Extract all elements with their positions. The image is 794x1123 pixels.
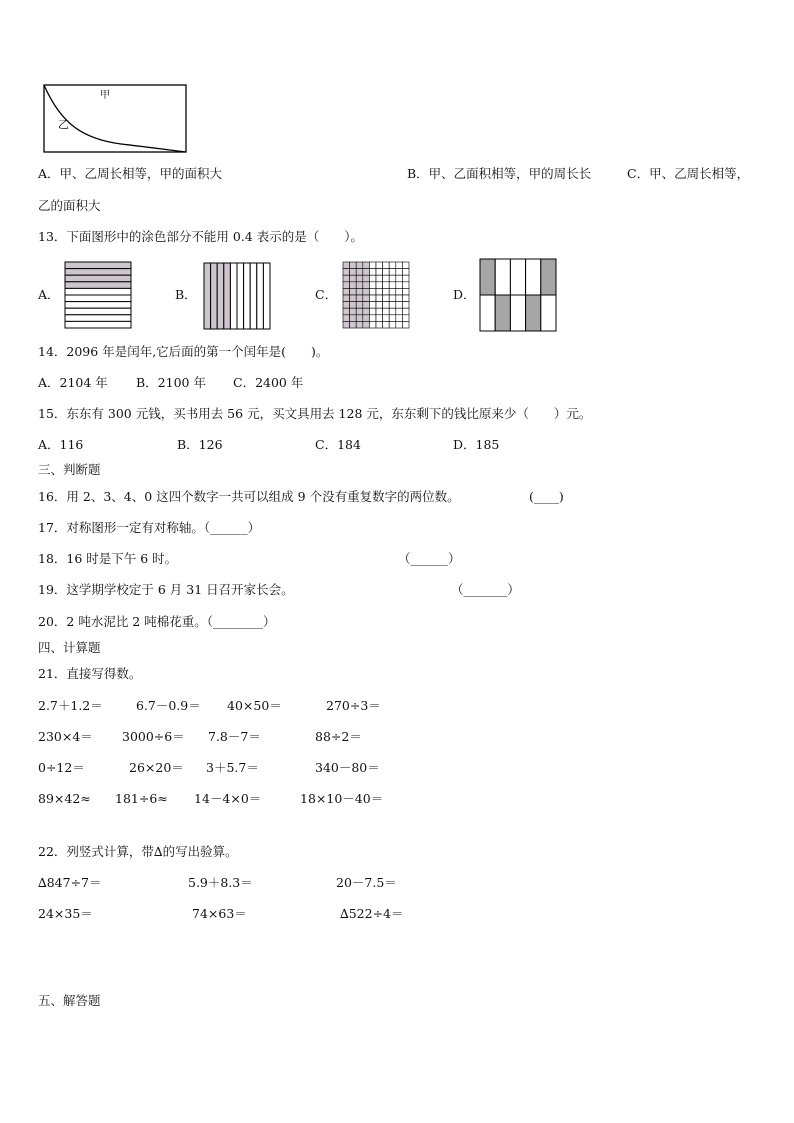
figure-b-strip: [204, 263, 211, 329]
figure-c-cell: [356, 275, 363, 282]
figure-c-cell: [376, 302, 383, 309]
figure-c-cell: [383, 308, 390, 315]
figure-a-strip: [65, 308, 131, 315]
q22-item: 74×63＝: [192, 906, 247, 921]
figure-c-cell: [369, 269, 376, 276]
figure-c-cell: [396, 295, 403, 302]
figure-c-cell: [363, 308, 370, 315]
figure-c-cell: [369, 302, 376, 309]
figure-b-strip: [263, 263, 270, 329]
q22-item: ∆522÷4＝: [340, 906, 404, 921]
figure-d-cell: [495, 295, 510, 331]
q19-stem: 19．这学期学校定于 6 月 31 日召开家长会。: [38, 582, 294, 597]
figure-c-cell: [356, 295, 363, 302]
figure-c-cell: [356, 288, 363, 295]
figure-c-cell: [383, 315, 390, 322]
figure-d-cell: [510, 295, 525, 331]
q15-stem: 15．东东有 300 元钱，买书用去 56 元，买文具用去 128 元，东东剩下的钱比原来少（ ）元。: [38, 406, 592, 421]
figure-c-cell: [363, 321, 370, 328]
figure-c-cell: [389, 275, 396, 282]
figure-a-strip: [65, 315, 131, 322]
figure-c-cell: [376, 269, 383, 276]
figure-d-cell: [541, 259, 556, 295]
figure-c-cell: [402, 275, 409, 282]
figure-c-cell: [343, 308, 350, 315]
figure-c-cell: [376, 275, 383, 282]
figure-c-cell: [356, 282, 363, 289]
figure-c-cell: [389, 269, 396, 276]
q13-figure-d: [479, 258, 559, 332]
figure-c-cell: [350, 269, 357, 276]
figure-c-cell: [376, 315, 383, 322]
figure-c-cell: [389, 295, 396, 302]
figure-c-cell: [389, 308, 396, 315]
q12-label-jia: 甲: [100, 90, 110, 101]
figure-c-cell: [356, 321, 363, 328]
figure-c-cell: [396, 262, 403, 269]
figure-c-cell: [363, 269, 370, 276]
figure-c-cell: [402, 321, 409, 328]
q15-option-c: C．184: [315, 437, 361, 452]
figure-c-cell: [343, 302, 350, 309]
figure-c-cell: [343, 295, 350, 302]
figure-c-cell: [402, 308, 409, 315]
figure-b-strip: [244, 263, 251, 329]
q21-item: 18×10－40＝: [300, 791, 384, 806]
figure-d-cell: [526, 259, 541, 295]
figure-c-cell: [343, 275, 350, 282]
figure-c-cell: [389, 288, 396, 295]
figure-c-cell: [376, 288, 383, 295]
q22-item: ∆847÷7＝: [38, 875, 102, 890]
section-5-title: 五、解答题: [38, 993, 101, 1008]
figure-c-cell: [369, 275, 376, 282]
figure-c-cell: [383, 302, 390, 309]
figure-c-cell: [350, 308, 357, 315]
q21-item: 181÷6≈: [115, 791, 168, 806]
q13-label-a: A．: [38, 287, 60, 302]
figure-a-strip: [65, 321, 131, 328]
figure-c-cell: [343, 282, 350, 289]
q14-option-b: B．2100 年: [136, 375, 206, 390]
figure-c-cell: [363, 288, 370, 295]
figure-c-cell: [402, 282, 409, 289]
figure-b-strip: [237, 263, 244, 329]
figure-a-strip: [65, 282, 131, 289]
q21-item: 3000÷6＝: [122, 729, 185, 744]
figure-a-strip: [65, 269, 131, 276]
q22-stem: 22．列竖式计算，带∆的写出验算。: [38, 844, 238, 859]
figure-c-cell: [402, 262, 409, 269]
figure-c-cell: [363, 282, 370, 289]
q21-item: 88÷2＝: [315, 729, 362, 744]
q21-item: 7.8－7＝: [208, 729, 261, 744]
figure-c-cell: [389, 262, 396, 269]
q21-item: 340－80＝: [315, 760, 380, 775]
q15-option-b: B．126: [177, 437, 223, 452]
figure-c-cell: [402, 288, 409, 295]
figure-c-cell: [402, 315, 409, 322]
figure-c-cell: [350, 262, 357, 269]
q13-figure-c: [342, 261, 410, 329]
figure-c-cell: [363, 302, 370, 309]
q21-stem: 21．直接写得数。: [38, 666, 142, 681]
q14-option-c: C．2400 年: [233, 375, 304, 390]
figure-c-cell: [369, 282, 376, 289]
figure-c-cell: [396, 275, 403, 282]
figure-c-cell: [402, 302, 409, 309]
figure-c-cell: [363, 295, 370, 302]
figure-c-cell: [350, 315, 357, 322]
figure-c-cell: [363, 315, 370, 322]
figure-a-strip: [65, 262, 131, 269]
q21-item: 270÷3＝: [326, 698, 381, 713]
figure-c-cell: [356, 269, 363, 276]
figure-c-cell: [369, 321, 376, 328]
figure-a-strip: [65, 295, 131, 302]
figure-a-strip: [65, 302, 131, 309]
figure-c-cell: [402, 269, 409, 276]
figure-c-cell: [343, 269, 350, 276]
section-3-title: 三、判断题: [38, 462, 101, 477]
figure-c-cell: [356, 302, 363, 309]
figure-c-cell: [350, 302, 357, 309]
figure-c-cell: [369, 295, 376, 302]
figure-c-cell: [376, 282, 383, 289]
figure-c-cell: [376, 295, 383, 302]
figure-c-cell: [389, 321, 396, 328]
q19-blank: （_______）: [451, 582, 520, 597]
figure-c-cell: [343, 288, 350, 295]
figure-c-cell: [343, 321, 350, 328]
figure-c-cell: [369, 288, 376, 295]
figure-c-cell: [389, 282, 396, 289]
q12-option-b: B．甲、乙面积相等，甲的周长长: [407, 166, 592, 181]
q21-item: 6.7－0.9＝: [136, 698, 201, 713]
figure-c-cell: [396, 269, 403, 276]
figure-c-cell: [396, 321, 403, 328]
q18-stem: 18．16 时是下午 6 时。: [38, 551, 178, 566]
q21-item: 89×42≈: [38, 791, 91, 806]
q21-item: 3＋5.7＝: [206, 760, 259, 775]
figure-c-cell: [383, 321, 390, 328]
figure-b-strip: [250, 263, 257, 329]
q15-option-a: A．116: [38, 437, 84, 452]
q13-label-d: D．: [453, 287, 476, 302]
figure-c-cell: [383, 282, 390, 289]
figure-c-cell: [356, 308, 363, 315]
figure-c-cell: [350, 321, 357, 328]
figure-c-cell: [369, 262, 376, 269]
q16-blank: (____): [529, 489, 564, 504]
q13-label-c: C．: [315, 287, 338, 302]
figure-c-cell: [363, 262, 370, 269]
figure-d-cell: [510, 259, 525, 295]
q13-stem: 13．下面图形中的涂色部分不能用 0.4 表示的是（ ）。: [38, 229, 363, 244]
figure-b-strip: [211, 263, 218, 329]
figure-a-strip: [65, 288, 131, 295]
figure-c-cell: [369, 308, 376, 315]
figure-c-cell: [350, 275, 357, 282]
q15-option-d: D．185: [453, 437, 500, 452]
figure-c-cell: [396, 282, 403, 289]
q12-option-c: C．甲、乙周长相等，: [627, 166, 750, 181]
figure-c-cell: [383, 262, 390, 269]
q21-item: 2.7＋1.2＝: [38, 698, 103, 713]
figure-c-cell: [396, 302, 403, 309]
q21-item: 40×50＝: [227, 698, 282, 713]
figure-d-cell: [541, 295, 556, 331]
q22-item: 24×35＝: [38, 906, 93, 921]
q21-item: 26×20＝: [129, 760, 184, 775]
q12-label-yi: 乙: [58, 118, 69, 131]
figure-d-cell: [480, 295, 495, 331]
figure-c-cell: [343, 315, 350, 322]
figure-d-cell: [495, 259, 510, 295]
figure-c-cell: [383, 295, 390, 302]
figure-c-cell: [396, 288, 403, 295]
figure-c-cell: [350, 295, 357, 302]
figure-c-cell: [369, 315, 376, 322]
figure-c-cell: [376, 262, 383, 269]
figure-c-cell: [389, 302, 396, 309]
q13-label-b: B．: [175, 287, 197, 302]
figure-c-cell: [363, 275, 370, 282]
q13-figure-a: [64, 261, 132, 329]
figure-c-cell: [389, 315, 396, 322]
q12-option-a: A．甲、乙周长相等，甲的面积大: [38, 166, 223, 181]
q21-item: 230×4＝: [38, 729, 93, 744]
q14-option-a: A．2104 年: [38, 375, 108, 390]
figure-c-cell: [350, 282, 357, 289]
figure-c-cell: [396, 315, 403, 322]
q12-option-c-continued: 乙的面积大: [38, 198, 101, 213]
figure-c-cell: [383, 269, 390, 276]
figure-b-strip: [224, 263, 231, 329]
figure-a-strip: [65, 275, 131, 282]
figure-c-cell: [376, 321, 383, 328]
figure-c-cell: [356, 315, 363, 322]
figure-d-cell: [480, 259, 495, 295]
q20-stem: 20．2 吨水泥比 2 吨棉花重。（________）: [38, 614, 276, 629]
figure-b-strip: [257, 263, 264, 329]
figure-c-cell: [350, 288, 357, 295]
q21-item: 14－4×0＝: [194, 791, 262, 806]
figure-c-cell: [402, 295, 409, 302]
q22-item: 20－7.5＝: [336, 875, 397, 890]
figure-c-cell: [376, 308, 383, 315]
figure-d-cell: [526, 295, 541, 331]
figure-c-cell: [343, 262, 350, 269]
q22-item: 5.9＋8.3＝: [188, 875, 253, 890]
figure-c-cell: [356, 262, 363, 269]
q18-blank: （______）: [398, 551, 461, 566]
figure-c-cell: [396, 308, 403, 315]
q21-item: 0÷12＝: [38, 760, 85, 775]
figure-b-strip: [230, 263, 237, 329]
q17-stem: 17．对称图形一定有对称轴。（______）: [38, 520, 261, 535]
q14-stem: 14．2096 年是闰年,它后面的第一个闰年是( )。: [38, 344, 329, 359]
q13-figure-b: [203, 262, 271, 330]
q16-stem: 16．用 2、3、4、0 这四个数字一共可以组成 9 个没有重复数字的两位数。: [38, 489, 460, 504]
figure-b-strip: [217, 263, 224, 329]
figure-c-cell: [383, 275, 390, 282]
figure-c-cell: [383, 288, 390, 295]
section-4-title: 四、计算题: [38, 640, 101, 655]
